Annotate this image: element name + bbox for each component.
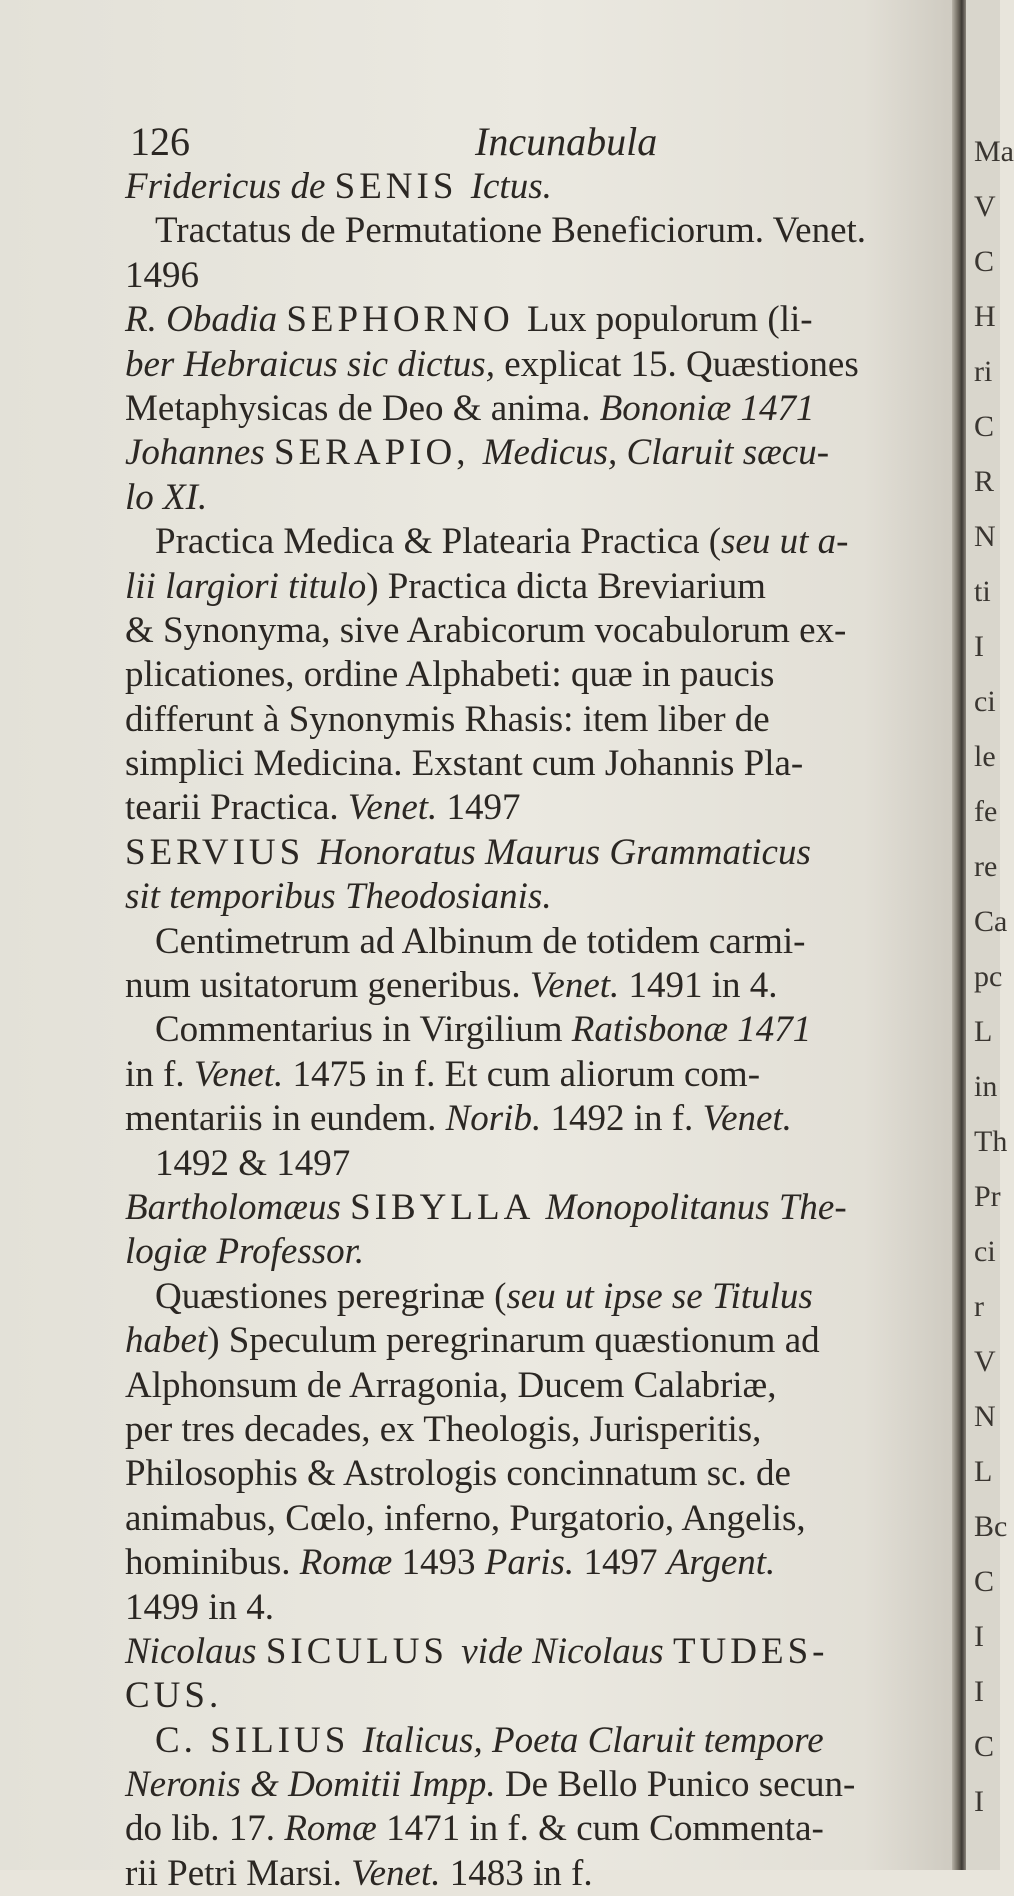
facing-page-fragment: pc (974, 960, 1003, 993)
facing-page-fragment: ri (974, 355, 993, 388)
text-span: mentariis in eundem. (125, 1098, 446, 1140)
text-span: Italicus, Poeta Claruit tempore (362, 1719, 824, 1761)
facing-page-fragment: V (974, 190, 996, 223)
text-span: Paris. (484, 1542, 584, 1584)
facing-page-fragment: Th (974, 1125, 1008, 1158)
facing-page-fragment: N (974, 1400, 996, 1433)
facing-page-fragment: H (974, 300, 996, 333)
facing-page-fragment: C (974, 1565, 995, 1598)
text-line (125, 1275, 935, 1319)
text-span: De Bello Punico secun- (504, 1764, 856, 1806)
text-span: ber Hebraicus sic dictus, (125, 343, 505, 385)
text-line (125, 742, 935, 786)
text-line (125, 1763, 935, 1807)
text-span: Tractatus de Permutatione Beneficiorum. Venet. (155, 210, 867, 252)
text-span: logiæ Professor. (125, 1231, 365, 1273)
text-span: Ictus. (470, 166, 552, 207)
text-span: Alphonsum de Arragonia, Ducem Calabriæ, (125, 1364, 777, 1406)
text-line (125, 1097, 935, 1141)
facing-page-fragment: N (974, 520, 996, 553)
text-line (125, 1674, 935, 1718)
text-line (125, 1142, 935, 1186)
text-span: Medicus, Claruit sæcu- (482, 432, 830, 474)
text-span: Fridericus de (125, 166, 335, 207)
page-header (130, 118, 910, 168)
text-line (125, 786, 935, 830)
text-line (125, 520, 935, 564)
text-span: 1499 in 4. (125, 1586, 275, 1628)
author-name: SEPHORNO (286, 299, 527, 341)
text-line (125, 209, 935, 253)
text-line (125, 698, 935, 742)
author-name: SERAPIO, (274, 432, 483, 474)
text-span: seu ut ipse se Titulus (506, 1275, 813, 1317)
text-span: Venet. (193, 1053, 293, 1095)
text-span: Practica Medica & Platearia Practica ( (155, 521, 722, 563)
facing-page-fragment: Ca (974, 905, 1008, 938)
facing-page-fragment: r (974, 1290, 984, 1323)
text-span: Quæstiones peregrinæ ( (155, 1275, 507, 1317)
author-name: TUDES- (672, 1630, 829, 1672)
text-span: Venet. (702, 1098, 792, 1140)
author-name: SIBYLLA (350, 1186, 546, 1228)
text-span: Bononiæ 1471 (599, 387, 815, 429)
text-span: Venet. (351, 1852, 450, 1894)
text-span: Honoratus Maurus Grammaticus (317, 831, 811, 873)
text-span: Romæ (299, 1542, 402, 1584)
text-line (125, 254, 935, 298)
text-span: 1497 (446, 787, 521, 829)
page-number: 126 (130, 119, 190, 164)
text-span: Argent. (666, 1542, 776, 1584)
facing-page-edge (966, 0, 1014, 1870)
facing-page-fragment: C (974, 245, 995, 278)
facing-page-fragment: R (974, 465, 995, 498)
text-span: Monopolitanus The- (545, 1186, 847, 1228)
text-line (125, 165, 935, 209)
text-span: tearii Practica. (125, 787, 348, 829)
text-line (125, 1852, 935, 1896)
text-span: rii Petri Marsi. (125, 1852, 352, 1894)
facing-page-fragment: I (974, 630, 984, 663)
text-line (125, 343, 935, 387)
text-span: lii largiori titulo (125, 565, 367, 607)
text-span: Venet. (347, 787, 447, 829)
text-line (125, 609, 935, 653)
text-span: 1491 in 4. (628, 965, 778, 1007)
facing-page-fragment: in (974, 1070, 998, 1103)
text-span: Venet. (529, 965, 629, 1007)
text-span: vide Nicolaus (461, 1630, 673, 1672)
text-span: simplici Medicina. Exstant cum Johannis Pla- (125, 743, 804, 785)
text-line (125, 298, 935, 342)
text-line (125, 831, 935, 875)
text-span: do lib. 17. (125, 1808, 285, 1850)
text-line (125, 1586, 935, 1630)
facing-page-fragment: ti (974, 575, 991, 608)
facing-page-fragment: L (974, 1015, 993, 1048)
text-line (125, 653, 935, 697)
facing-page-fragment: Bc (974, 1510, 1008, 1543)
text-line (125, 875, 935, 919)
text-span: R. Obadia (125, 299, 287, 341)
text-span: Lux populorum (li- (526, 299, 813, 341)
facing-page-fragment: L (974, 1455, 993, 1488)
text-span: differunt à Synonymis Rhasis: item liber de (125, 698, 770, 740)
book-gutter (952, 0, 966, 1870)
author-name: C. SILIUS (155, 1719, 363, 1761)
text-line (125, 920, 935, 964)
text-line (125, 1319, 935, 1363)
text-span: Neronis & Domitii Impp. (125, 1764, 505, 1806)
author-name: SENIS (334, 166, 471, 207)
text-line (125, 1719, 935, 1763)
text-span: ) Practica dicta Breviarium (366, 565, 766, 607)
text-span: per tres decades, ex Theologis, Jurisperitis, (125, 1408, 762, 1450)
text-body (125, 165, 935, 1896)
text-span: Commentarius in Virgilium (155, 1009, 572, 1051)
text-line (125, 964, 935, 1008)
facing-page-fragment: I (974, 1785, 984, 1818)
facing-page-fragment: Pr (974, 1180, 1001, 1213)
text-line (125, 476, 935, 520)
text-span: 1496 (125, 254, 199, 296)
text-span: Philosophis & Astrologis concinnatum sc. de (125, 1453, 791, 1495)
facing-page-fragment: ci (974, 685, 996, 718)
text-span: 1483 in f. (449, 1852, 593, 1894)
text-line (125, 1053, 935, 1097)
text-span: 1471 in f. & cum Commenta- (386, 1808, 824, 1850)
text-span: habet (125, 1320, 208, 1362)
text-span: Romæ (284, 1808, 387, 1850)
text-line (125, 1364, 935, 1408)
text-span: Johannes (125, 432, 274, 474)
text-span: animabus, Cœlo, inferno, Purgatorio, Angelis, (125, 1497, 806, 1539)
text-line (125, 431, 935, 475)
text-span: 1492 & 1497 (155, 1142, 351, 1184)
text-span: explicat 15. Quæstiones (504, 343, 859, 385)
text-span: Bartholomæus (125, 1186, 351, 1228)
text-span: lo XI. (125, 476, 208, 518)
text-span: num usitatorum generibus. (125, 965, 530, 1007)
text-line (125, 1497, 935, 1541)
text-span: 1475 in f. Et cum aliorum com- (292, 1053, 761, 1095)
text-span: Ratisbonæ 1471 (571, 1009, 812, 1051)
text-line (125, 1008, 935, 1052)
text-span: hominibus. (125, 1542, 300, 1584)
author-name: CUS. (125, 1675, 223, 1717)
text-line (125, 1807, 935, 1851)
text-span: ) Speculum peregrinarum quæstionum ad (207, 1320, 820, 1362)
facing-page-fragment: I (974, 1675, 984, 1708)
text-line (125, 1230, 935, 1274)
text-span: Metaphysicas de Deo & anima. (125, 387, 600, 429)
text-line (125, 1186, 935, 1230)
facing-page-fragment: C (974, 410, 995, 443)
text-span: Norib. (445, 1098, 551, 1140)
text-span: Centimetrum ad Albinum de totidem carmi- (155, 920, 806, 962)
text-span: in f. (125, 1053, 194, 1095)
text-line (125, 1452, 935, 1496)
text-line (125, 565, 935, 609)
facing-page-fragment: le (974, 740, 996, 773)
facing-page-fragment: V (974, 1345, 996, 1378)
facing-page-fragment: Ma (974, 135, 1014, 168)
text-span: 1497 (583, 1542, 667, 1584)
facing-page-fragment: re (974, 850, 998, 883)
text-span: seu ut a- (721, 521, 849, 563)
text-line (125, 387, 935, 431)
text-span: Nicolaus (125, 1630, 266, 1672)
author-name: SICULUS (265, 1630, 462, 1672)
facing-page-fragment: I (974, 1620, 984, 1653)
facing-page-fragment: ci (974, 1235, 996, 1268)
text-span: plicationes, ordine Alphabeti: quæ in paucis (125, 654, 775, 696)
text-line (125, 1541, 935, 1585)
facing-page-fragment: fe (974, 795, 998, 828)
author-name: SERVIUS (125, 831, 318, 873)
text-line (125, 1630, 935, 1674)
text-span: 1492 in f. (550, 1098, 703, 1140)
text-line (125, 1408, 935, 1452)
text-span: 1493 (401, 1542, 485, 1584)
text-span: sit temporibus Theodosianis. (125, 876, 552, 918)
facing-page-fragment: C (974, 1730, 995, 1763)
running-title: Incunabula (475, 119, 658, 164)
text-span: & Synonyma, sive Arabicorum vocabulorum ex- (125, 609, 847, 651)
